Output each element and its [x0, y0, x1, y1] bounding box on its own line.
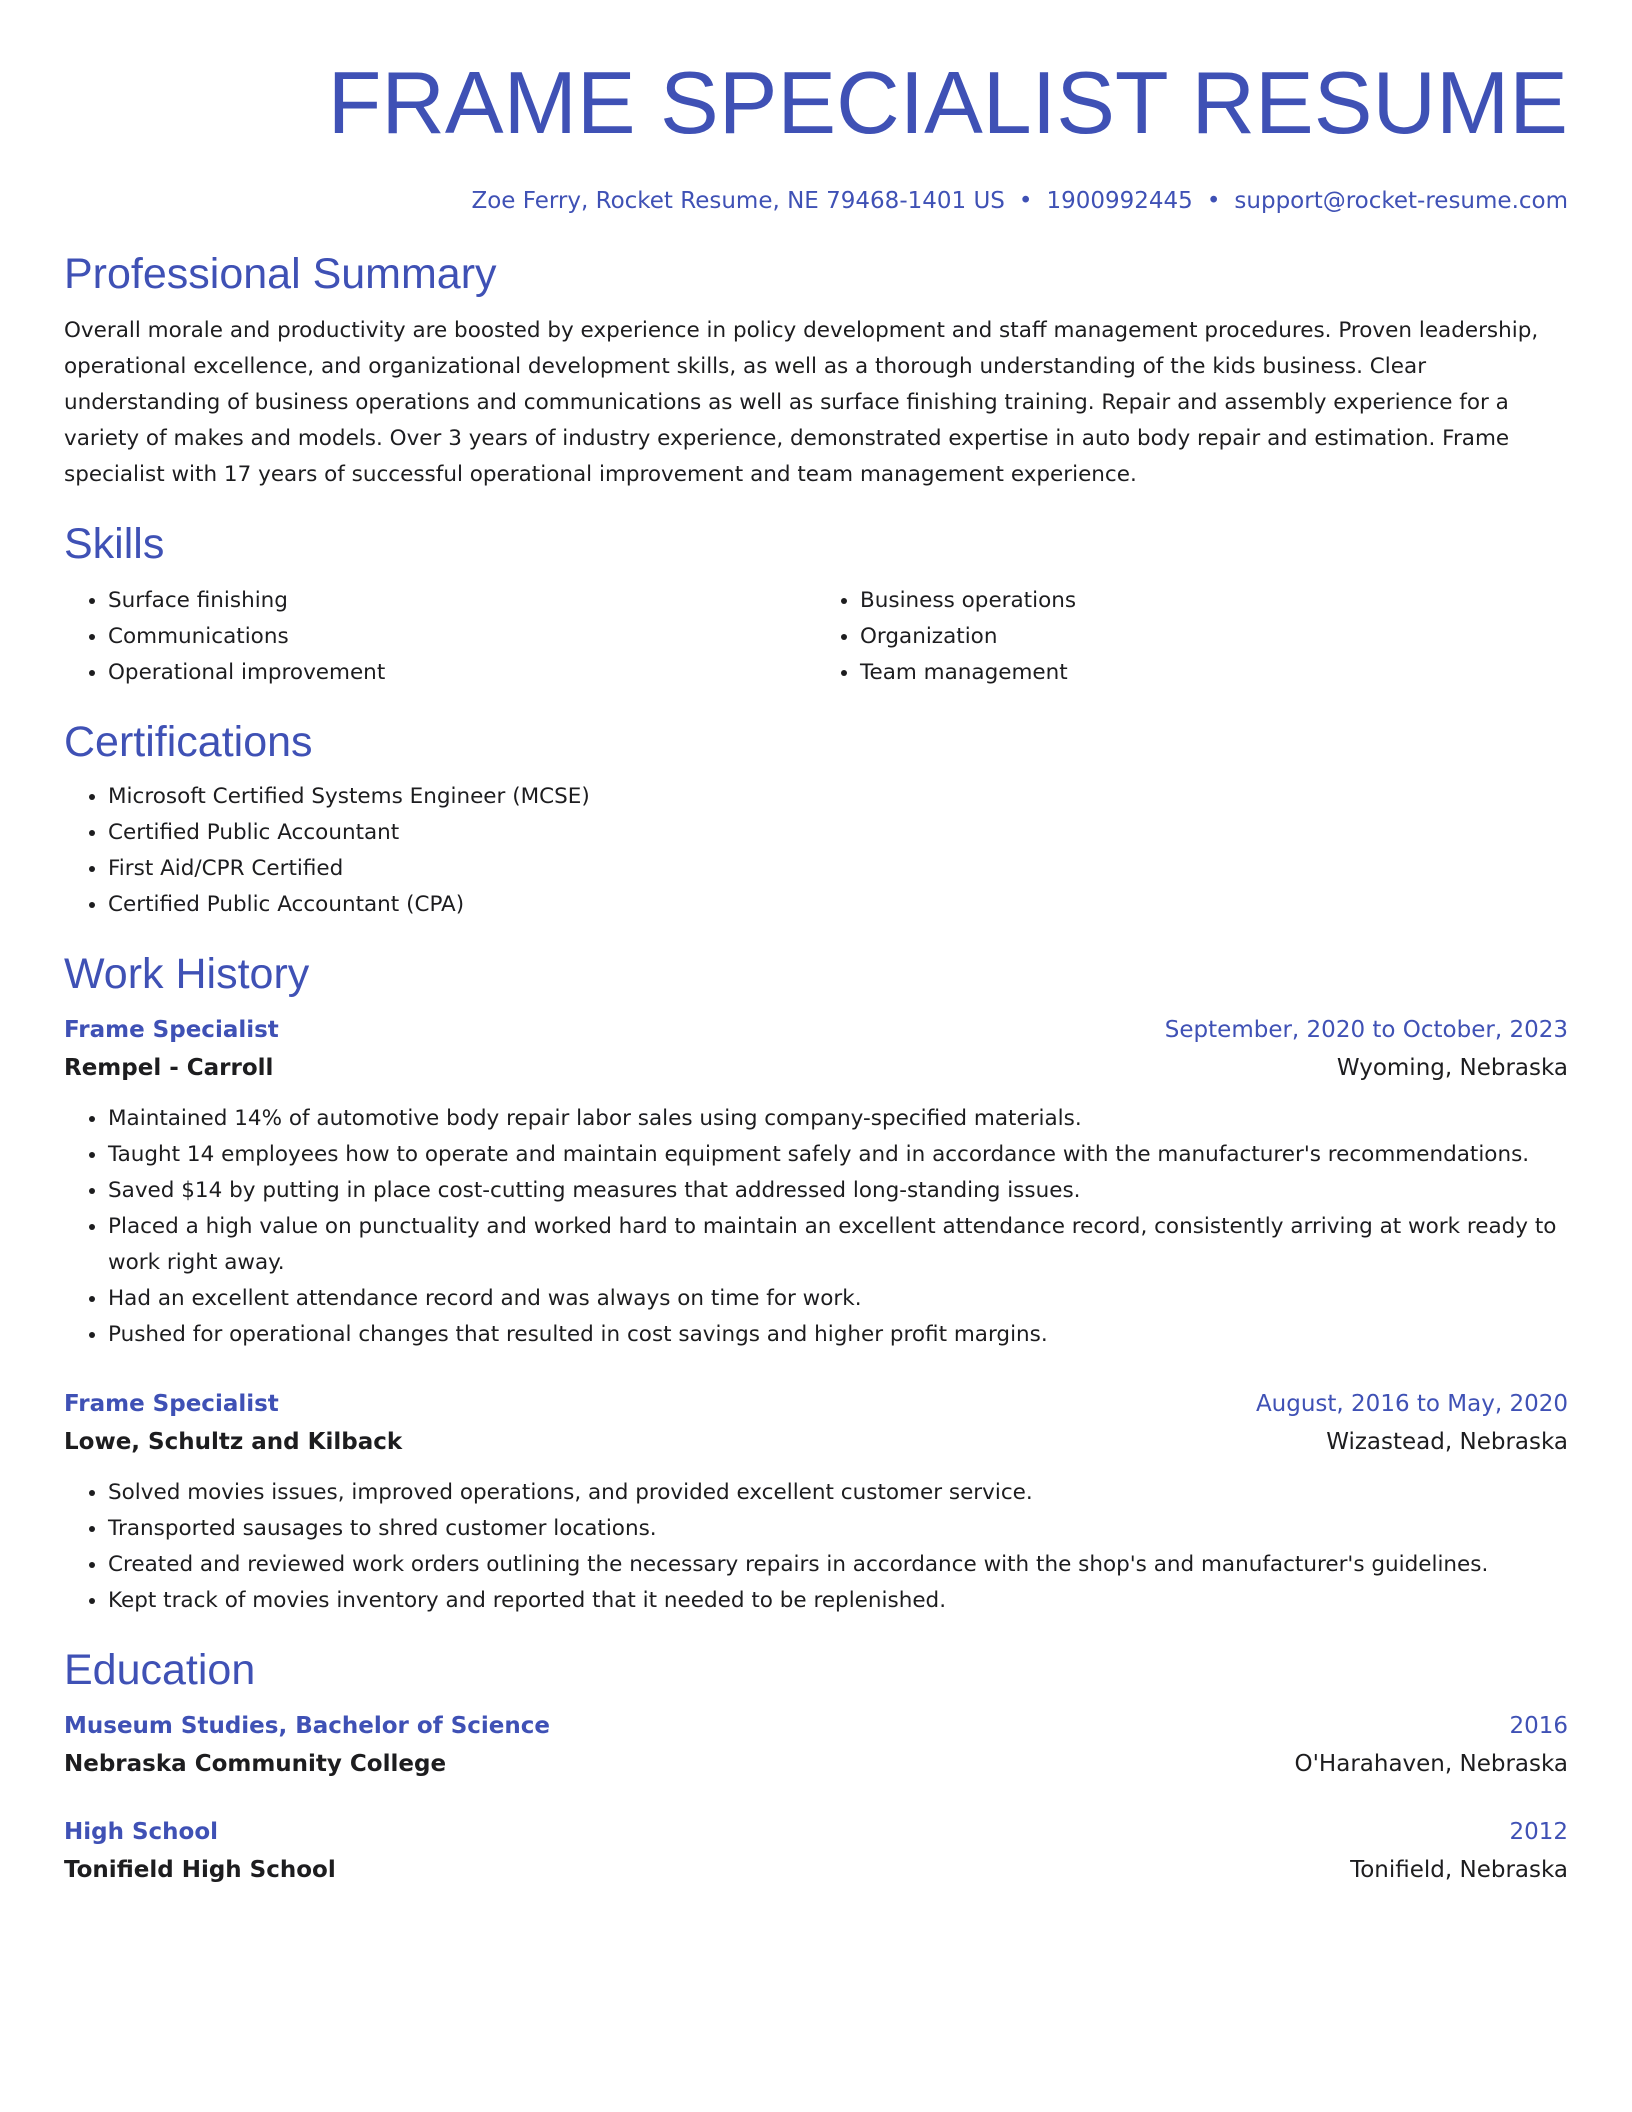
- summary-section: [64, 249, 1568, 493]
- list-item: • Saved $14 by putting in place cost-cutting measures that addressed long-standing issues.: [108, 1173, 1568, 1209]
- education-subheader: [64, 1745, 1568, 1783]
- education-year: 2016: [1509, 1713, 1568, 1739]
- resume-header: [64, 55, 1568, 215]
- job-location: Wyoming, Nebraska: [1336, 1055, 1568, 1081]
- job-location: Wizastead, Nebraska: [1326, 1429, 1568, 1455]
- education-entry: [64, 1813, 1568, 1889]
- contact-separator: •: [1018, 188, 1033, 214]
- list-item: • Certified Public Accountant (CPA): [108, 887, 1568, 923]
- contact-line: [64, 187, 1568, 215]
- list-item: • Communications: [108, 619, 816, 655]
- job-bullets: [64, 1475, 1568, 1619]
- certifications-heading: Certifications: [64, 718, 313, 766]
- list-item: • Microsoft Certified Systems Engineer (MCSE): [108, 779, 1568, 815]
- education-subheader: [64, 1851, 1568, 1889]
- list-item: • Team management: [860, 655, 1568, 691]
- education-year: 2012: [1509, 1819, 1568, 1845]
- education-heading: Education: [64, 1646, 256, 1694]
- job-header: [64, 1011, 1568, 1049]
- contact-email: support@rocket-resume.com: [1234, 188, 1568, 214]
- work-history-section: [64, 949, 1568, 1619]
- list-item: • Placed a high value on punctuality and worked hard to maintain an excellent attendance record, consistently arriving at work ready to work right away.: [108, 1209, 1568, 1281]
- job-subheader: [64, 1049, 1568, 1087]
- list-item: • Had an excellent attendance record and was always on time for work.: [108, 1281, 1568, 1317]
- job-subheader: [64, 1423, 1568, 1461]
- skills-columns: [64, 583, 1568, 691]
- job-title: Frame Specialist: [64, 1017, 279, 1043]
- job-bullets: [64, 1101, 1568, 1353]
- list-item: • Taught 14 employees how to operate and maintain equipment safely and in accordance with the manufacturer's recommendations.: [108, 1137, 1568, 1173]
- certifications-section: [64, 717, 1568, 923]
- work-history-heading: Work History: [64, 950, 310, 998]
- list-item: • Kept track of movies inventory and reported that it needed to be replenished.: [108, 1583, 1568, 1619]
- list-item: • Operational improvement: [108, 655, 816, 691]
- education-section: [64, 1645, 1568, 1889]
- skills-list-right: [816, 583, 1568, 691]
- contact-address: Zoe Ferry, Rocket Resume, NE 79468-1401 US: [471, 188, 1005, 214]
- list-item: • Maintained 14% of automotive body repair labor sales using company-specified materials.: [108, 1101, 1568, 1137]
- education-entry: [64, 1707, 1568, 1783]
- job-company: Rempel - Carroll: [64, 1055, 274, 1081]
- education-school: Tonifield High School: [64, 1857, 336, 1883]
- job-entry: [64, 1011, 1568, 1353]
- summary-text: Overall morale and productivity are boosted by experience in policy development and staff management procedures. Proven leadership, operational excellence, and organizational development skills, as well as a thorough understanding of the kids business. Clear understanding of business operations and communications as well as surface finishing training. Repair and assembly experience for a variety of makes and models. Over 3 years of industry experience, demonstrated expertise in auto body repair and estimation. Frame specialist with 17 years of successful operational improvement and team management experience.: [64, 318, 1539, 487]
- list-item: • Created and reviewed work orders outlining the necessary repairs in accordance with the shop's and manufacturer's guidelines.: [108, 1547, 1568, 1583]
- job-company: Lowe, Schultz and Kilback: [64, 1429, 403, 1455]
- summary-heading: Professional Summary: [64, 250, 497, 298]
- list-item: • Surface finishing: [108, 583, 816, 619]
- education-header: [64, 1707, 1568, 1745]
- education-degree: High School: [64, 1819, 219, 1845]
- job-dates: September, 2020 to October, 2023: [1164, 1017, 1568, 1043]
- job-entry: [64, 1385, 1568, 1619]
- skills-heading: Skills: [64, 520, 165, 568]
- list-item: • Business operations: [860, 583, 1568, 619]
- skills-list-left: [64, 583, 816, 691]
- job-dates: August, 2016 to May, 2020: [1255, 1391, 1568, 1417]
- education-location: O'Harahaven, Nebraska: [1294, 1751, 1568, 1777]
- job-title: Frame Specialist: [64, 1391, 279, 1417]
- education-school: Nebraska Community College: [64, 1751, 447, 1777]
- certifications-list: [64, 779, 1568, 923]
- list-item: • Certified Public Accountant: [108, 815, 1568, 851]
- contact-phone: 1900992445: [1046, 188, 1193, 214]
- list-item: • Pushed for operational changes that resulted in cost savings and higher profit margins.: [108, 1317, 1568, 1353]
- page-title: FRAME SPECIALIST RESUME: [327, 53, 1568, 152]
- list-item: • Solved movies issues, improved operations, and provided excellent customer service.: [108, 1475, 1568, 1511]
- education-header: [64, 1813, 1568, 1851]
- list-item: • First Aid/CPR Certified: [108, 851, 1568, 887]
- education-degree: Museum Studies, Bachelor of Science: [64, 1713, 551, 1739]
- list-item: • Transported sausages to shred customer locations.: [108, 1511, 1568, 1547]
- contact-separator: •: [1206, 188, 1221, 214]
- skills-section: [64, 519, 1568, 691]
- list-item: • Organization: [860, 619, 1568, 655]
- job-header: [64, 1385, 1568, 1423]
- education-location: Tonifield, Nebraska: [1350, 1857, 1568, 1883]
